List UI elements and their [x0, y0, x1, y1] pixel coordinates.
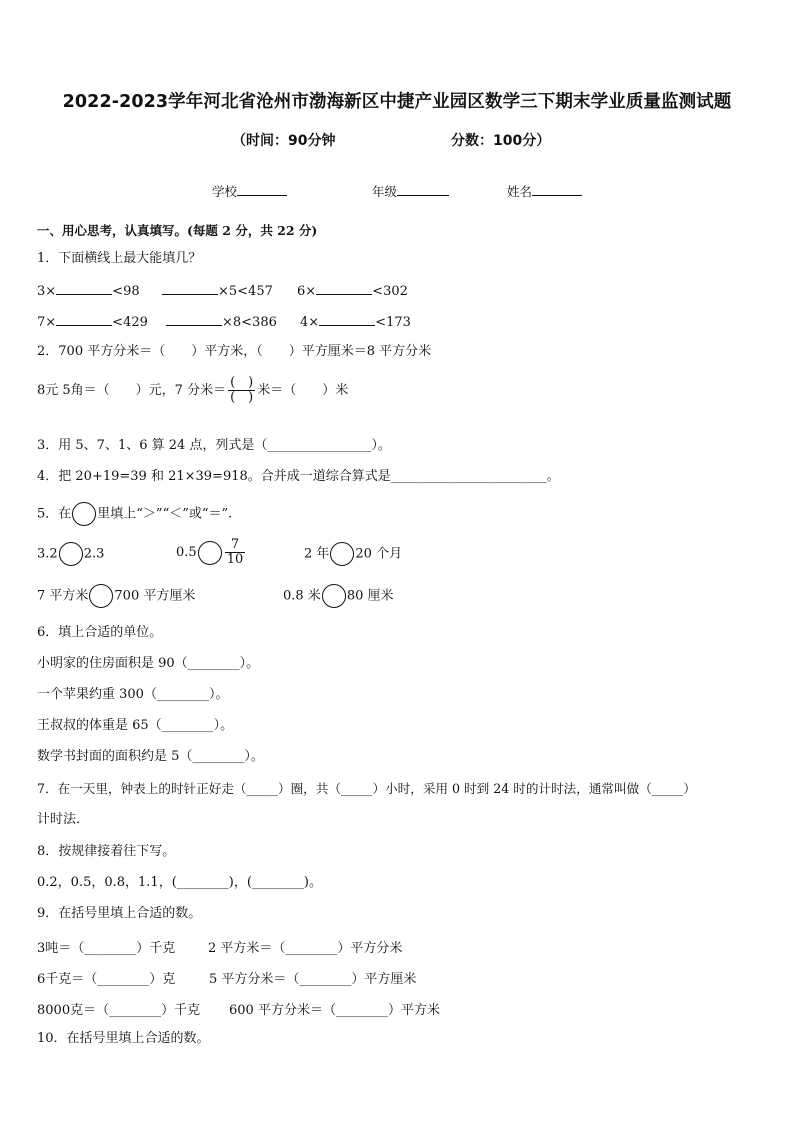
q7-line2: 计时法．: [37, 812, 90, 827]
q6-item-d: 数学书封面的面积约是 5（________）。: [37, 749, 264, 764]
compare-circle[interactable]: [330, 542, 354, 566]
answer-blank[interactable]: [162, 282, 218, 295]
q1-row1-item2: ×5<457: [162, 282, 273, 299]
grade-field[interactable]: [372, 182, 449, 200]
q9-stem: 9．在括号里填上合适的数。: [37, 906, 202, 921]
page-title: 2022-2023学年河北省沧州市渤海新区中捷产业园区数学三下期末学业质量监测试题: [62, 92, 732, 112]
q9-item-3: 6千克＝（________）克: [37, 972, 176, 987]
q7-line1: 7．在一天里，钟表上的时针正好走（_____）圈，共（_____）小时，采用 0 时到 24 时的计时法，通常叫做（_____）: [37, 781, 696, 796]
q5-compare-3: 2 年 20 个月: [304, 542, 402, 566]
q2-text-a: 8元 5角＝（ ）元，7 分米＝: [37, 383, 227, 398]
compare-circle[interactable]: [322, 584, 346, 608]
q1-row1-item3: 6× <302: [297, 284, 408, 299]
answer-blank[interactable]: [166, 313, 222, 326]
q1-row2-item2: ×8<386: [166, 313, 277, 330]
q2-line2: [37, 376, 348, 405]
q2-line1: 2．700 平方分米＝（ ）平方米，（ ）平方厘米＝8 平方分米: [37, 344, 432, 359]
name-blank[interactable]: [532, 182, 582, 196]
q6-stem: 6．填上合适的单位。: [37, 625, 163, 640]
answer-blank[interactable]: [316, 282, 372, 295]
q2-text-b: 米＝（ ）米: [257, 383, 349, 398]
q9-item-1: 3吨＝（________）千克: [37, 941, 176, 956]
q1-stem: 1．下面横线上最大能填几？: [37, 251, 202, 266]
q1-row1-item1: 3× <98: [37, 284, 140, 299]
answer-blank[interactable]: [319, 313, 375, 326]
compare-circle[interactable]: [72, 502, 96, 526]
q9-item-6: 600 平方分米＝（________）平方米: [229, 1003, 440, 1018]
q9-item-5: 8000克＝（________）千克: [37, 1003, 201, 1018]
q3-text: 3．用 5、7、1、6 算 24 点，列式是（________________）。: [37, 438, 391, 453]
compare-circle[interactable]: [89, 584, 113, 608]
section-heading: 一、用心思考，认真填写。(每题 2 分，共 22 分): [37, 223, 318, 238]
school-blank[interactable]: [237, 182, 287, 196]
exam-time: （时间：90分钟: [232, 133, 336, 149]
q5-compare-2: 0.5 $\frac{7}{10}$: [176, 537, 244, 567]
q10-stem: 10．在括号里填上合适的数。: [37, 1031, 210, 1046]
exam-score: 分数：100分）: [451, 133, 551, 149]
answer-blank[interactable]: [56, 282, 112, 295]
q5-compare-1: 3.2 2.3: [37, 542, 104, 566]
school-label: 学校: [212, 184, 238, 199]
q1-row2-item3: 4× <173: [300, 315, 411, 330]
q1-row2-item1: 7× <429: [37, 315, 148, 330]
q5-compare-5: 0.8 米 80 厘米: [283, 584, 394, 608]
name-field[interactable]: [507, 182, 582, 200]
q9-item-4: 5 平方分米＝（________）平方厘米: [209, 972, 417, 987]
school-field[interactable]: [212, 182, 287, 200]
q5-stem: 5．在 里填上“＞”“＜”或“＝”.: [37, 502, 232, 526]
q5-compare-4: 7 平方米 700 平方厘米: [37, 584, 195, 608]
fraction-7-10: $\frac{7}{10}$: [226, 537, 244, 567]
q6-item-a: 小明家的住房面积是 90（________）。: [37, 656, 260, 671]
compare-circle[interactable]: [59, 542, 83, 566]
compare-circle[interactable]: [198, 541, 222, 565]
q6-item-c: 王叔叔的体重是 65（________）。: [37, 718, 234, 733]
answer-blank[interactable]: [56, 313, 112, 326]
grade-label: 年级: [372, 184, 398, 199]
name-label: 姓名: [507, 184, 533, 199]
q8-sequence: 0.2，0.5，0.8，1.1，(________)，(________)。: [37, 875, 322, 890]
q9-item-2: 2 平方米＝（________）平方分米: [208, 941, 403, 956]
q8-stem: 8．按规律接着往下写。: [37, 844, 176, 859]
q6-item-b: 一个苹果约重 300（________）。: [37, 687, 229, 702]
grade-blank[interactable]: [397, 182, 449, 196]
q2-fraction[interactable]: $\frac{( )}{( )}$: [230, 375, 254, 405]
q4-text: 4．把 20+19=39 和 21×39=918。合并成一道综合算式是________________________。: [37, 469, 560, 484]
